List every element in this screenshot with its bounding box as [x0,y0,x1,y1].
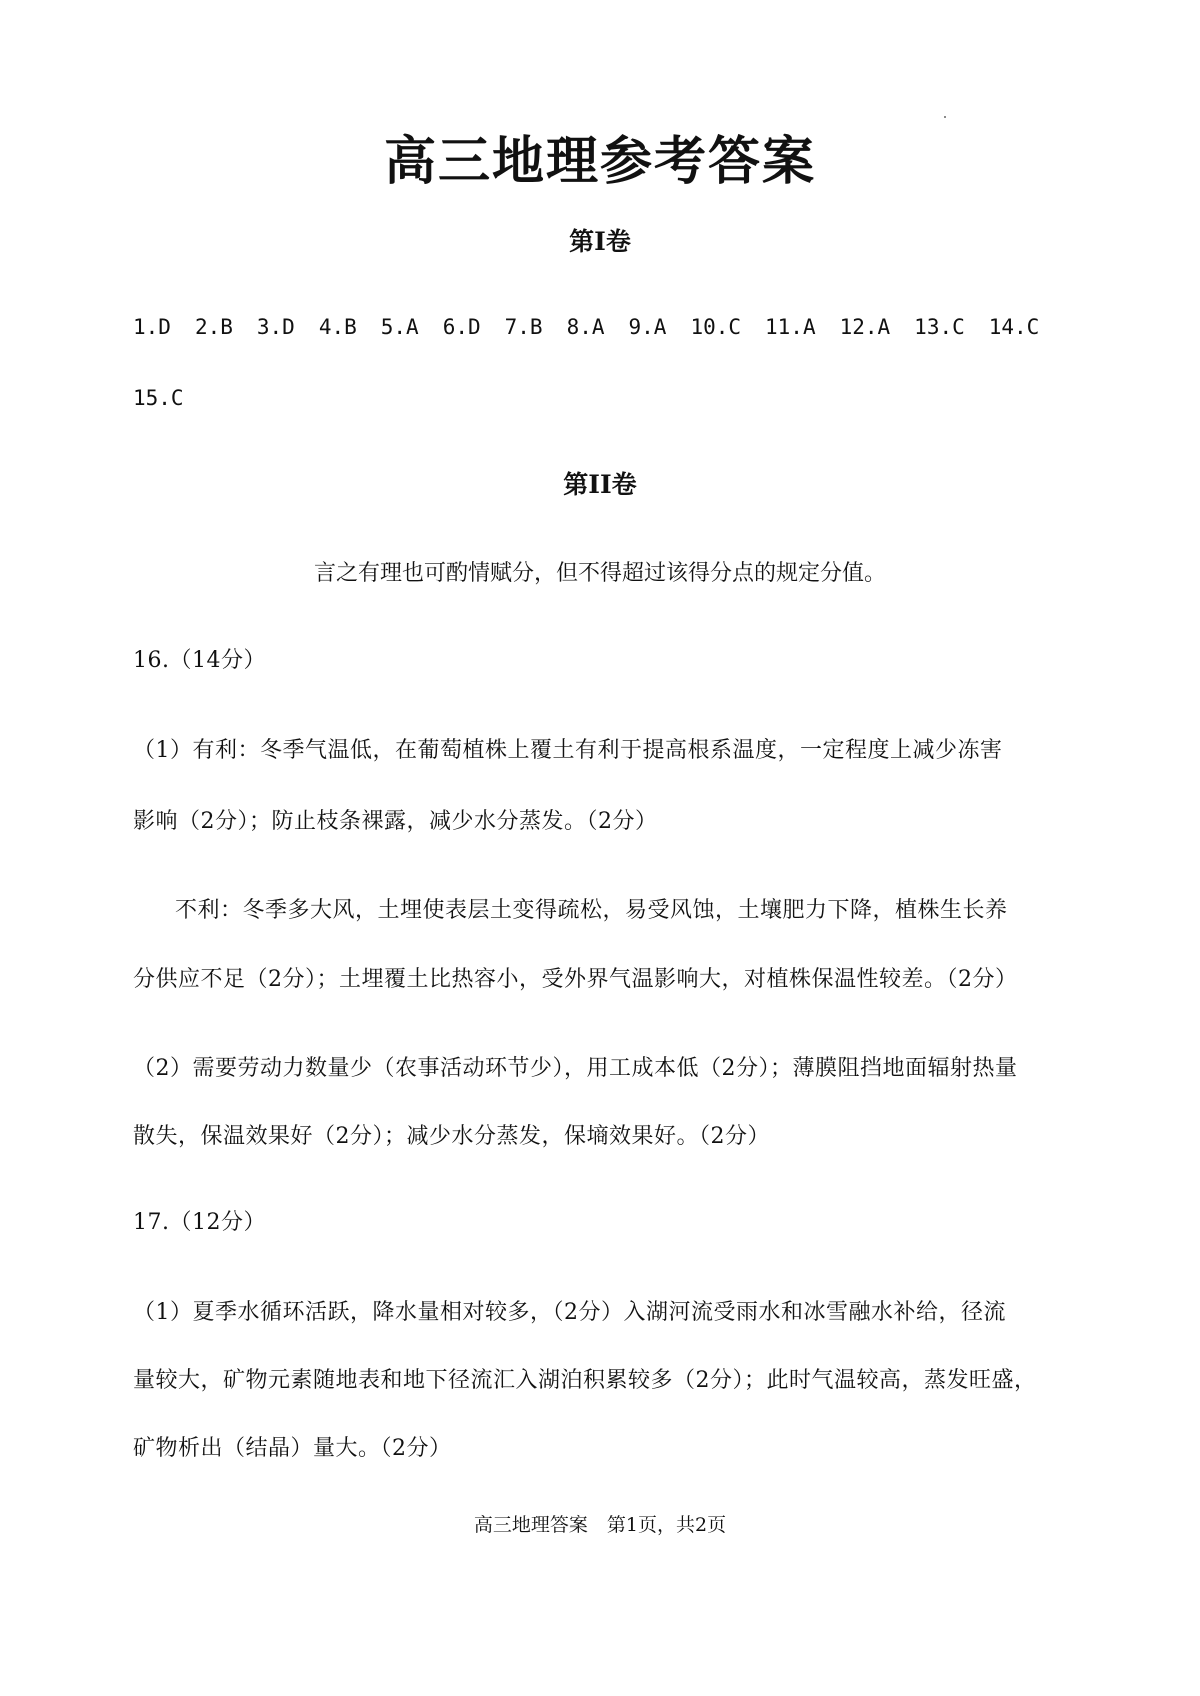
mc-answer: 12.A [839,315,891,339]
mc-answers-row-1 [133,313,1063,341]
q16-answer-line: 分供应不足（2分）；土埋覆土比热容小，受外界气温影响大，对植株保温性较差。（2分） [133,967,1018,992]
mc-answer: 10.C [690,315,742,339]
mc-answer: 8.A [566,315,605,339]
mc-answers-row-2 [133,384,208,412]
question-17-header: 17.（12分） [133,1210,266,1235]
q16-answer-line: （2）需要劳动力数量少（农事活动环节少），用工成本低（2分）；薄膜阻挡地面辐射热量 [133,1056,1018,1081]
mc-answer: 9.A [628,315,667,339]
mc-answer: 6.D [442,315,481,339]
q17-answer-line: （1）夏季水循环活跃，降水量相对较多，（2分）入湖河流受雨水和冰雪融水补给，径流 [133,1300,1006,1325]
q16-answer-line: 影响（2分）；防止枝条裸露，减少水分蒸发。（2分） [133,809,658,834]
section-2-heading: 第II卷 [563,470,637,499]
section-1-heading: 第Ⅰ卷 [569,227,631,256]
question-16-header: 16.（14分） [133,648,266,673]
mc-answer: 1.D [133,315,171,339]
mc-answer: 7.B [504,315,543,339]
scan-speck [944,116,946,118]
mc-answer: 2.B [194,315,233,339]
q16-answer-line: 不利：冬季多大风，土埋使表层土变得疏松，易受风蚀，土壤肥力下降，植株生长养 [175,898,1008,923]
q16-answer-line: （1）有利：冬季气温低，在葡萄植株上覆土有利于提高根系温度，一定程度上减少冻害 [133,738,1003,763]
page-title: 高三地理参考答案 [383,131,816,192]
q16-answer-line: 散失，保温效果好（2分）；减少水分蒸发，保墒效果好。（2分） [133,1124,770,1149]
mc-answer: 3.D [256,315,295,339]
mc-answer: 11.A [765,315,816,339]
q17-answer-line: 矿物析出（结晶）量大。（2分） [133,1436,452,1461]
q17-answer-line: 量较大，矿物元素随地表和地下径流汇入湖泊积累较多（2分）；此时气温较高，蒸发旺盛， [133,1368,1037,1393]
mc-answer: 5.A [380,315,419,339]
page-footer: 高三地理答案 第1页，共2页 [473,1514,727,1536]
mc-answer: 14.C [988,315,1040,339]
mc-answer: 4.B [318,315,357,339]
mc-answer: 15.C [133,386,184,410]
mc-answer: 13.C [914,315,965,339]
scoring-note: 言之有理也可酌情赋分，但不得超过该得分点的规定分值。 [313,561,886,586]
